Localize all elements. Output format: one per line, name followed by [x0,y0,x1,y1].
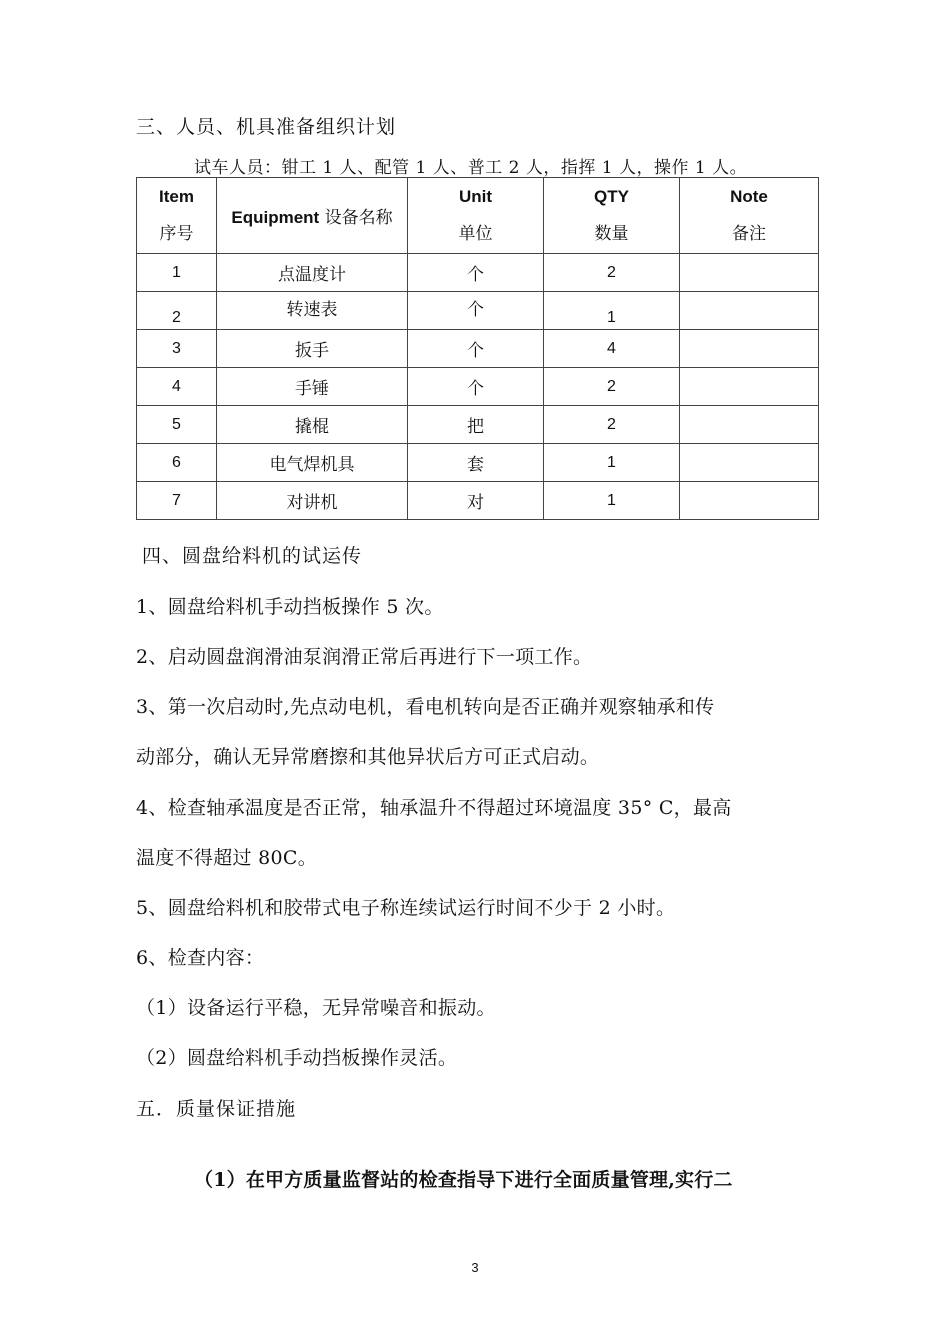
page-number: 3 [471,1260,479,1275]
equipment-table [136,177,819,520]
table-row [137,254,819,292]
table-header-row [137,178,819,254]
cell-note [680,254,819,292]
cell-item: 1 [137,254,217,292]
cell-equipment: 对讲机 [217,482,408,520]
cell-qty: 2 [544,368,680,406]
cell-note [680,368,819,406]
cell-unit: 套 [408,444,544,482]
step-line: 4、检查轴承温度是否正常，轴承温升不得超过环境温度 35° C，最高 [136,797,732,819]
table-row [137,406,819,444]
cell-equipment: 电气焊机具 [217,444,408,482]
cell-unit: 个 [408,254,544,292]
cell-unit: 个 [408,292,544,330]
cell-note [680,482,819,520]
cell-item: 7 [137,482,217,520]
step-line: 2、启动圆盘润滑油泵润滑正常后再进行下一项工作。 [136,646,593,668]
header-qty: QTY 数量 [544,178,680,254]
cell-qty: 4 [544,330,680,368]
check-item: （1）设备运行平稳，无异常噪音和振动。 [136,997,496,1019]
table-row [137,482,819,520]
step-line: 6、检查内容： [136,947,265,969]
step-line: 动部分，确认无异常磨擦和其他异状后方可正式启动。 [136,746,600,768]
step-line: 5、圆盘给料机和胶带式电子称连续试运行时间不少于 2 小时。 [136,897,676,919]
step-line: 1、圆盘给料机手动挡板操作 5 次。 [136,596,444,618]
cell-note [680,292,819,330]
cell-unit: 把 [408,406,544,444]
cell-unit: 对 [408,482,544,520]
cell-note [680,406,819,444]
cell-qty: 2 [544,406,680,444]
cell-equipment: 点温度计 [217,254,408,292]
cell-item: 5 [137,406,217,444]
cell-qty: 2 [544,254,680,292]
cell-note [680,444,819,482]
staff-list: 试车人员：钳工 1 人、配管 1 人、普工 2 人，指挥 1 人，操作 1 人。 [194,158,748,178]
section-3-heading: 三、人员、机具准备组织计划 [136,116,397,138]
cell-qty: 1 [544,292,680,330]
table-row [137,292,819,330]
cell-equipment: 撬棍 [217,406,408,444]
cell-item: 2 [137,292,217,330]
cell-equipment: 扳手 [217,330,408,368]
section-4-heading: 四、圆盘给料机的试运传 [142,545,363,567]
cell-item: 6 [137,444,217,482]
header-equipment: Equipment 设备名称 [217,178,408,254]
cell-equipment: 转速表 [217,292,408,330]
header-unit: Unit 单位 [408,178,544,254]
quality-measure-line: （1）在甲方质量监督站的检查指导下进行全面质量管理,实行二 [194,1169,733,1191]
cell-item: 4 [137,368,217,406]
section-5-heading: 五．质量保证措施 [136,1098,297,1120]
cell-note [680,330,819,368]
table-row [137,330,819,368]
cell-item: 3 [137,330,217,368]
cell-unit: 个 [408,368,544,406]
header-item: Item 序号 [137,178,217,254]
cell-qty: 1 [544,444,680,482]
check-item: （2）圆盘给料机手动挡板操作灵活。 [136,1047,458,1069]
step-line: 3、第一次启动时,先点动电机，看电机转向是否正确并观察轴承和传 [136,696,715,718]
cell-unit: 个 [408,330,544,368]
cell-qty: 1 [544,482,680,520]
step-line: 温度不得超过 80C。 [136,847,318,869]
header-note: Note 备注 [680,178,819,254]
cell-equipment: 手锤 [217,368,408,406]
table-row [137,444,819,482]
table-row [137,368,819,406]
